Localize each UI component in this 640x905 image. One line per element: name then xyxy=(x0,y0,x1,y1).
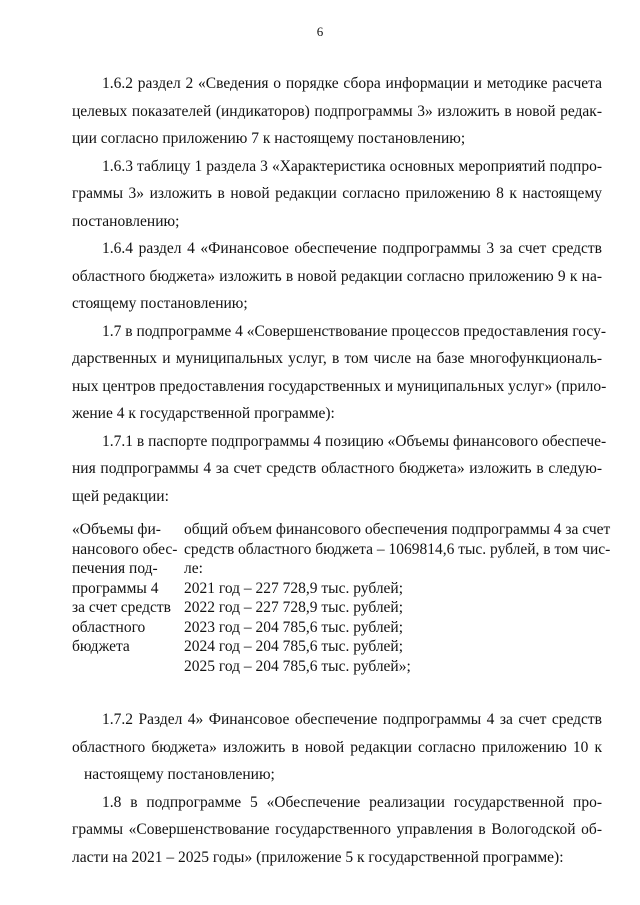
paragraph-line: дарственных и муниципальных услуг, в том числе на базе многофункциональ- xyxy=(72,350,602,367)
table-label-line: областного xyxy=(72,618,146,636)
table-value-line: средств областного бюджета – 1069814,6 тыс. рублей, в том чис- xyxy=(184,540,611,558)
paragraph-line: 1.7 в подпрограмме 4 «Совершенствование процессов предоставления госу- xyxy=(102,322,607,340)
table-value-line: общий объем финансового обеспечения подпрограммы 4 за счет xyxy=(184,521,611,538)
paragraph-line: жение 4 к государственной программе): xyxy=(72,405,335,422)
paragraph-line: областного бюджета» изложить в новой редакции согласно приложению 9 к на- xyxy=(72,267,602,285)
paragraph-line: ции согласно приложению 7 к настоящему постановлению; xyxy=(72,130,466,147)
table-label-line: за счет средств xyxy=(72,599,171,616)
table-year-line: 2022 год – 227 728,9 тыс. рублей; xyxy=(184,599,404,616)
paragraph-line: стоящему постановлению; xyxy=(72,295,248,312)
paragraph-line: ных центров предоставления государственных и муниципальных услуг» (прило- xyxy=(72,377,607,395)
paragraph-1-7-2 xyxy=(72,706,602,789)
paragraph-line: областного бюджета» изложить в новой редакции согласно приложению 10 к xyxy=(72,738,602,756)
funding-table-value-cell xyxy=(184,520,610,676)
table-label-line: печения под- xyxy=(72,560,158,577)
paragraph-line: граммы «Совершенствование государственного управления в Вологодской об- xyxy=(72,821,602,838)
paragraph-line: постановлению; xyxy=(72,212,180,230)
table-label-line: программы 4 xyxy=(72,579,159,597)
paragraph-line: настоящему постановлению; xyxy=(84,766,275,783)
paragraph-1-7 xyxy=(72,318,607,428)
paragraph-line: ния подпрограммы 4 за счет средств областного бюджета» изложить в следую- xyxy=(72,460,602,477)
spacer xyxy=(72,676,602,706)
paragraph-line: 1.6.2 раздел 2 «Сведения о порядке сбора информации и методике расчета xyxy=(102,75,602,92)
table-year-line: 2023 год – 204 785,6 тыс. рублей; xyxy=(184,618,404,636)
paragraph-line: целевых показателей (индикаторов) подпрограммы 3» изложить в новой редак- xyxy=(72,102,602,120)
table-value-line: ле: xyxy=(184,560,203,577)
paragraph-line: 1.7.2 Раздел 4» Финансовое обеспечение подпрограммы 4 за счет средств xyxy=(102,711,602,728)
paragraph-line: граммы 3» изложить в новой редакции согласно приложению 8 к настоящему xyxy=(72,185,602,202)
paragraph-line: 1.8 в подпрограмме 5 «Обеспечение реализации государственной про- xyxy=(102,793,602,811)
paragraph-line: 1.6.4 раздел 4 «Финансовое обеспечение подпрограммы 3 за счет средств xyxy=(102,240,602,257)
funding-table xyxy=(72,520,611,676)
funding-table-label-cell xyxy=(72,520,184,676)
table-year-line: 2024 год – 204 785,6 тыс. рублей; xyxy=(184,638,404,655)
paragraph-1-6-3 xyxy=(72,153,602,236)
document-body xyxy=(72,70,611,871)
table-label-line: нансового обес- xyxy=(72,540,178,558)
paragraph-1-6-4 xyxy=(72,235,602,318)
paragraph-1-8 xyxy=(72,789,602,872)
page-number: 6 xyxy=(316,24,324,39)
paragraph-1-7-1 xyxy=(72,428,607,511)
table-year-line: 2025 год – 204 785,6 тыс. рублей»; xyxy=(184,657,411,675)
paragraph-line: щей редакции: xyxy=(72,487,169,505)
paragraph-line: 1.6.3 таблицу 1 раздела 3 «Характеристика основных мероприятий подпро- xyxy=(102,157,602,175)
paragraph-line: 1.7.1 в паспорте подпрограммы 4 позицию «Объемы финансового обеспече- xyxy=(102,432,607,450)
table-label-line: «Объемы фи- xyxy=(72,521,161,538)
table-label-line: бюджета xyxy=(72,638,130,655)
paragraph-1-6-2 xyxy=(72,70,602,153)
table-year-line: 2021 год – 227 728,9 тыс. рублей; xyxy=(184,579,404,597)
paragraph-line: ласти на 2021 – 2025 годы» (приложение 5 к государственной программе): xyxy=(72,848,564,866)
